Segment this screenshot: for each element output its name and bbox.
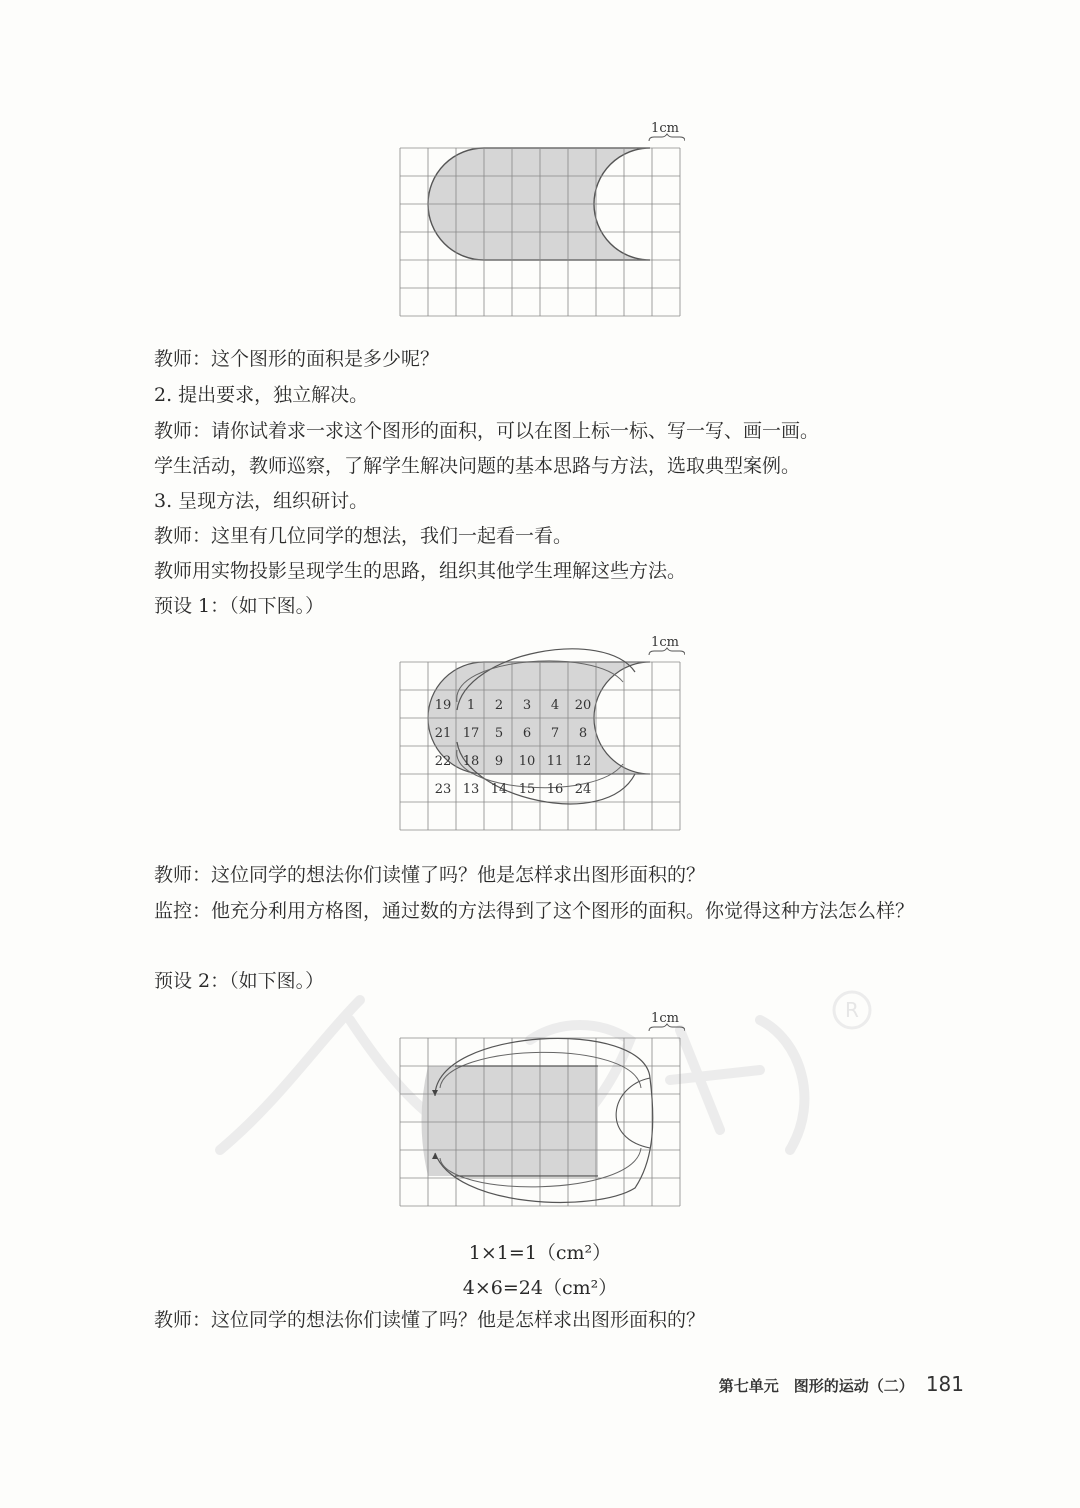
paragraph: 教师：这位同学的想法你们读懂了吗？他是怎样求出图形面积的？ <box>154 1309 706 1331</box>
figure-2-grid <box>395 632 685 834</box>
figure-3-shaded-rect <box>428 1066 598 1176</box>
cell-number: 18 <box>462 754 480 769</box>
paragraph: 教师用实物投影呈现学生的思路，组织其他学生理解这些方法。 <box>154 560 687 582</box>
cell-number: 8 <box>578 726 588 741</box>
paragraph: 预设 1：（如下图。） <box>154 595 325 617</box>
unit-label: 1cm <box>651 635 679 650</box>
figure-1-grid <box>395 118 685 320</box>
cell-number: 5 <box>494 726 504 741</box>
cell-number: 15 <box>518 782 536 797</box>
cell-number: 12 <box>574 754 592 769</box>
cell-number: 6 <box>522 726 532 741</box>
page-number: 181 <box>925 1372 964 1396</box>
cell-number: 4 <box>550 698 560 713</box>
paragraph: 预设 2：（如下图。） <box>154 970 325 992</box>
cell-number: 16 <box>546 782 564 797</box>
paragraph: 学生活动，教师巡察，了解学生解决问题的基本思路与方法，选取典型案例。 <box>154 455 801 477</box>
paragraph: 3. 呈现方法，组织研讨。 <box>154 490 369 512</box>
cell-number: 20 <box>574 698 592 713</box>
formula-unit-square: 1×1=1（cm²） <box>468 1242 612 1264</box>
cell-number: 3 <box>522 698 532 713</box>
cell-number: 7 <box>550 726 560 741</box>
cell-number: 13 <box>462 782 480 797</box>
cell-number: 10 <box>518 754 536 769</box>
cell-number: 14 <box>490 782 508 797</box>
cell-number: 2 <box>494 698 504 713</box>
cell-number: 19 <box>434 698 452 713</box>
paragraph: 教师：这位同学的想法你们读懂了吗？他是怎样求出图形面积的？ <box>154 864 706 886</box>
unit-label: 1cm <box>651 1011 679 1026</box>
paragraph: 2. 提出要求，独立解决。 <box>154 384 369 406</box>
paragraph: 教师：请你试着求一求这个图形的面积，可以在图上标一标、写一写、画一画。 <box>154 420 820 442</box>
cell-number: 1 <box>466 698 476 713</box>
svg-text:R: R <box>845 998 859 1022</box>
cell-number: 21 <box>434 726 452 741</box>
chapter-title: 第七单元 图形的运动（二） <box>718 1377 914 1395</box>
unit-label: 1cm <box>651 121 679 136</box>
cell-number: 11 <box>546 754 564 769</box>
page-footer <box>719 1372 964 1396</box>
cell-number: 24 <box>574 782 592 797</box>
cell-number: 17 <box>462 726 480 741</box>
formula-rectangle-area: 4×6=24（cm²） <box>462 1277 618 1299</box>
figure-3-grid <box>395 1008 685 1210</box>
cell-number: 22 <box>434 754 452 769</box>
paragraph: 教师：这个图形的面积是多少呢？ <box>154 348 440 370</box>
paragraph: 教师：这里有几位同学的想法，我们一起看一看。 <box>154 525 573 547</box>
paragraph: 监控：他充分利用方格图，通过数的方法得到了这个图形的面积。你觉得这种方法怎么样？ <box>154 900 915 922</box>
cell-number: 23 <box>434 782 452 797</box>
cell-number: 9 <box>494 754 504 769</box>
